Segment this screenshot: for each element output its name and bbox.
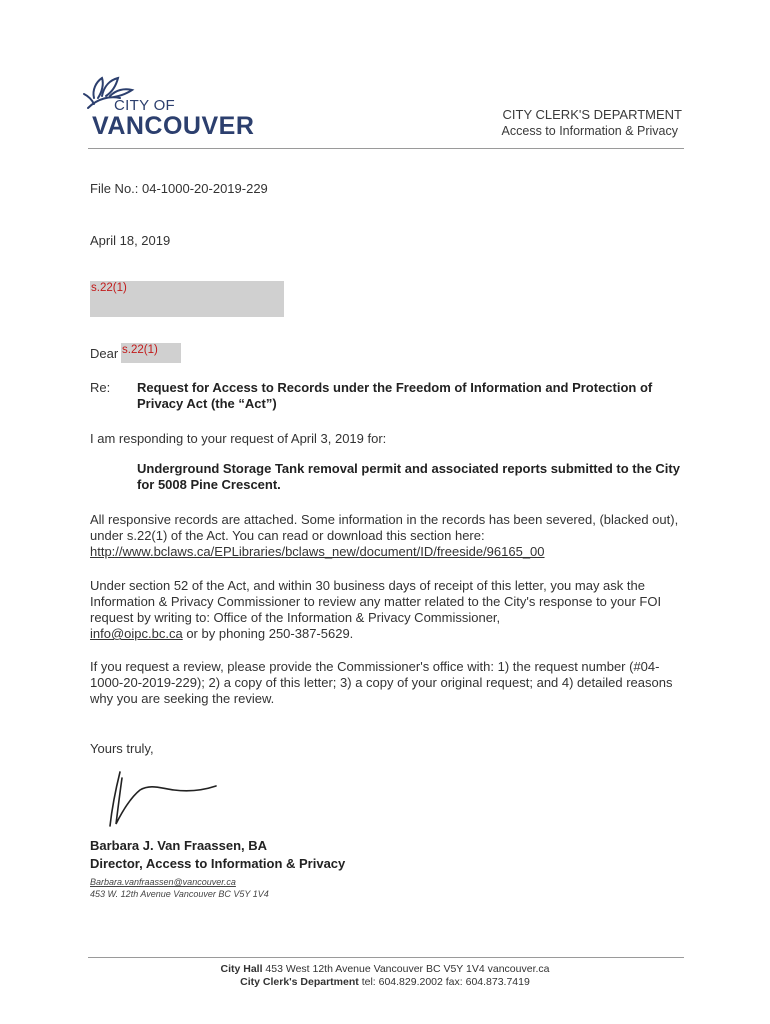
severance-text: All responsive records are attached. Some information in the records has been severed, (blacked out), under s.22(1) of the Act. You can read or download this section here: bbox=[90, 512, 679, 543]
file-number: File No.: 04-1000-20-2019-229 bbox=[90, 181, 268, 196]
review-rights-text: Under section 52 of the Act, and within 30 business days of receipt of this letter, you may ask the Information & Privacy Commissioner to review any matter related to the City's response to your FOI request by writing to: Office of the Information & Privacy Commissioner, bbox=[90, 578, 662, 625]
re-subject: Request for Access to Records under the Freedom of Information and Protection of Privacy Act (the “Act”) bbox=[137, 380, 653, 411]
redaction-label: s.22(1) bbox=[91, 282, 127, 294]
letter-date: April 18, 2019 bbox=[90, 233, 171, 248]
footer-divider bbox=[88, 957, 684, 958]
footer-clerk-dept bbox=[0, 976, 770, 988]
review-rights-paragraph bbox=[90, 578, 700, 642]
bclaws-link[interactable]: http://www.bclaws.ca/EPLibraries/bclaws_new/document/ID/freeside/96165_00 bbox=[90, 544, 545, 559]
footer-city-hall bbox=[0, 963, 770, 975]
footer-city-hall-address: 453 West 12th Avenue Vancouver BC V5Y 1V4 vancouver.ca bbox=[265, 963, 550, 975]
oipc-email-link[interactable]: info@oipc.bc.ca bbox=[90, 626, 183, 641]
re-label: Re: bbox=[90, 380, 111, 395]
request-intro: I am responding to your request of April 3, 2019 for: bbox=[90, 431, 387, 446]
signer-email-link[interactable]: Barbara.vanfraassen@vancouver.ca bbox=[90, 877, 236, 887]
review-rights-phone: or by phoning 250-387-5629. bbox=[186, 626, 354, 641]
closing: Yours truly, bbox=[90, 741, 154, 756]
signer-address: 453 W. 12th Avenue Vancouver BC V5Y 1V4 bbox=[90, 889, 269, 899]
signer-title: Director, Access to Information & Privacy bbox=[90, 856, 346, 871]
severance-paragraph bbox=[90, 512, 690, 560]
header-divider bbox=[88, 148, 684, 149]
footer-clerk-dept-label: City Clerk's Department bbox=[240, 976, 359, 988]
department-subtitle: Access to Information & Privacy bbox=[501, 124, 678, 138]
signature-icon bbox=[100, 768, 230, 830]
salutation: Dear bbox=[90, 346, 119, 361]
department-title: CITY CLERK'S DEPARTMENT bbox=[502, 107, 682, 122]
review-instructions-paragraph: If you request a review, please provide the Commissioner's office with: 1) the request number (#04-1000-20-2019-229); 2) a copy of this letter; 3) a copy of your original request; and 4) detailed reasons why you are seeking the review. bbox=[90, 659, 673, 706]
redacted-recipient-name bbox=[121, 343, 181, 363]
signer-name: Barbara J. Van Fraassen, BA bbox=[90, 838, 268, 853]
footer-clerk-dept-contact: tel: 604.829.2002 fax: 604.873.7419 bbox=[361, 976, 530, 988]
footer-city-hall-label: City Hall bbox=[220, 963, 263, 975]
redacted-address-block bbox=[90, 281, 284, 317]
logo-vancouver-text: VANCOUVER bbox=[92, 112, 255, 140]
redaction-label: s.22(1) bbox=[122, 344, 158, 356]
request-description: Underground Storage Tank removal permit and associated reports submitted to the City for 5008 Pine Crescent. bbox=[137, 461, 680, 492]
logo-city-of-text: CITY OF bbox=[114, 97, 175, 114]
